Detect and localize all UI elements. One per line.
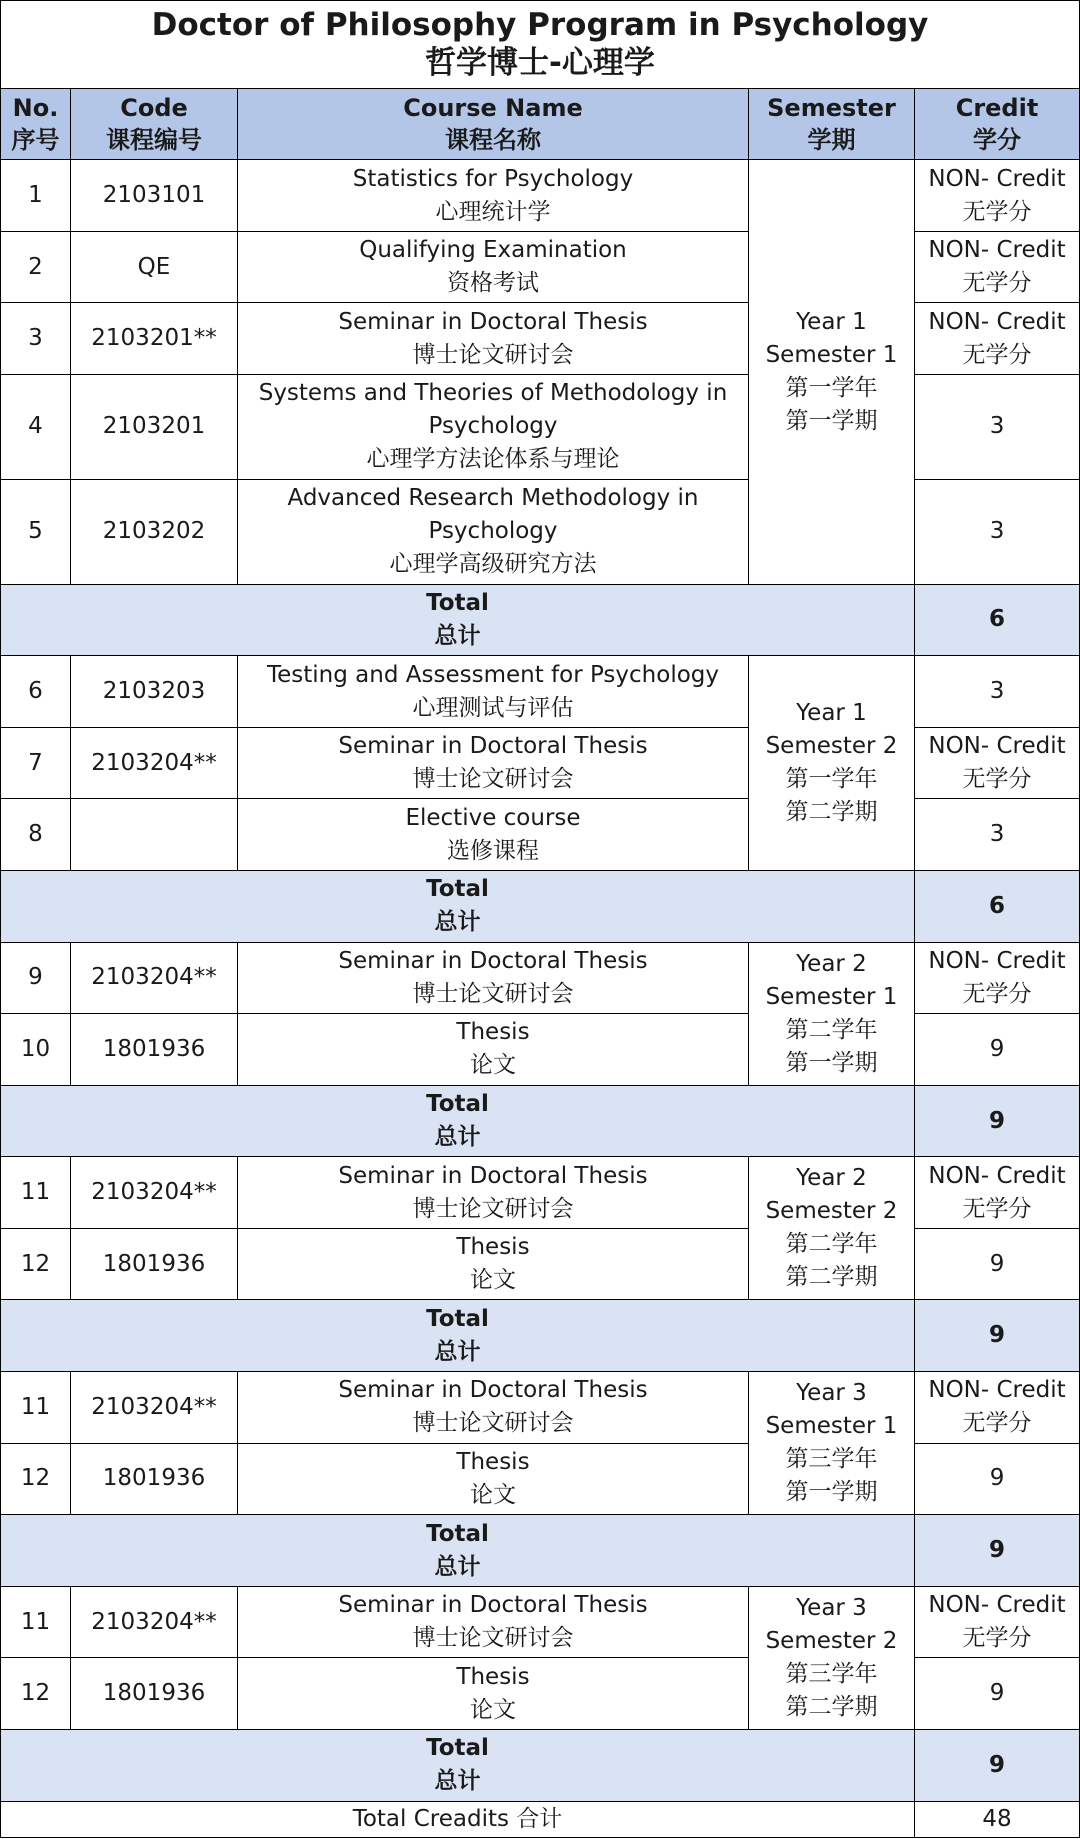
- semester-year: Year 1: [796, 308, 867, 335]
- semester-term: Semester 2: [765, 733, 898, 760]
- table-row: [1, 1586, 1080, 1658]
- credit-cell: [915, 1157, 1080, 1229]
- course-name: [238, 160, 749, 232]
- table-row: [1, 799, 1080, 871]
- credit-cell: [915, 231, 1080, 303]
- row-number: 4: [1, 375, 71, 480]
- course-name-en: Thesis: [456, 1234, 530, 1261]
- course-name-en: Thesis: [456, 1448, 530, 1475]
- semester-year-zh: 第二学年: [785, 1016, 878, 1043]
- row-number: 11: [1, 1157, 71, 1229]
- course-code: 2103201**: [71, 303, 238, 375]
- course-name-en: Advanced Research Methodology in Psychology: [287, 485, 699, 545]
- credit-value: 9: [989, 1465, 1005, 1492]
- course-name: [238, 942, 749, 1014]
- total-row: [1, 1729, 1080, 1801]
- semester-year: Year 3: [796, 1594, 867, 1621]
- course-name-en: Seminar in Doctoral Thesis: [338, 1162, 648, 1189]
- credit-value: 9: [989, 1680, 1005, 1707]
- course-name-en: Seminar in Doctoral Thesis: [338, 733, 648, 760]
- credit-value: NON- Credit: [928, 947, 1066, 974]
- total-label: [1, 1085, 915, 1157]
- table-row: [1, 1658, 1080, 1730]
- row-number: 11: [1, 1586, 71, 1658]
- course-code: 2103101: [71, 160, 238, 232]
- course-name: [238, 1228, 749, 1300]
- semester-year-zh: 第三学年: [785, 1660, 878, 1687]
- course-name-zh: 论文: [470, 1267, 516, 1294]
- table-row: [1, 375, 1080, 480]
- semester-term-zh: 第二学期: [785, 1264, 878, 1291]
- semester-term-zh: 第二学期: [785, 799, 878, 826]
- course-name-en: Seminar in Doctoral Thesis: [338, 1592, 648, 1619]
- course-code: 1801936: [71, 1014, 238, 1086]
- credit-value-zh: 无学分: [962, 1195, 1032, 1222]
- course-name: [238, 303, 749, 375]
- course-name: [238, 231, 749, 303]
- semester-term-zh: 第一学期: [785, 1049, 878, 1076]
- semester-term-zh: 第一学期: [785, 1479, 878, 1506]
- table-title: [1, 1, 1080, 89]
- course-name-en: Seminar in Doctoral Thesis: [338, 308, 648, 335]
- total-row: [1, 1515, 1080, 1587]
- credit-cell: [915, 1586, 1080, 1658]
- row-number: 12: [1, 1228, 71, 1300]
- credit-cell: [915, 303, 1080, 375]
- row-number: 12: [1, 1658, 71, 1730]
- total-row: [1, 1300, 1080, 1372]
- row-number: 11: [1, 1372, 71, 1444]
- course-code: 2103204**: [71, 942, 238, 1014]
- credit-value: 3: [989, 821, 1005, 848]
- course-name: [238, 479, 749, 584]
- credit-value-zh: 无学分: [962, 1410, 1032, 1437]
- total-label: [1, 584, 915, 656]
- course-name-en: Thesis: [456, 1019, 530, 1046]
- course-name-zh: 资格考试: [447, 270, 539, 297]
- table-row: [1, 231, 1080, 303]
- course-name: [238, 1658, 749, 1730]
- semester-year: Year 1: [796, 700, 867, 727]
- course-name: [238, 656, 749, 728]
- semester-term: Semester 1: [765, 1413, 898, 1440]
- header-course-name: Course Name 课程名称: [238, 88, 749, 160]
- semester-year-zh: 第一学年: [785, 766, 878, 793]
- semester-term: Semester 1: [765, 983, 898, 1010]
- semester-year: Year 2: [796, 1165, 867, 1192]
- credit-cell: [915, 160, 1080, 232]
- semester-year: Year 2: [796, 950, 867, 977]
- semester-year-zh: 第一学年: [785, 374, 878, 401]
- credit-cell: [915, 799, 1080, 871]
- credit-cell: [915, 1228, 1080, 1300]
- row-number: 7: [1, 727, 71, 799]
- credit-value: NON- Credit: [928, 308, 1066, 335]
- credit-value-zh: 无学分: [962, 980, 1032, 1007]
- credit-cell: [915, 479, 1080, 584]
- credit-cell: [915, 1658, 1080, 1730]
- credit-value-zh: 无学分: [962, 198, 1032, 225]
- row-number: 8: [1, 799, 71, 871]
- credit-value: NON- Credit: [928, 733, 1066, 760]
- course-code: QE: [71, 231, 238, 303]
- course-code: 1801936: [71, 1228, 238, 1300]
- total-row: [1, 871, 1080, 943]
- course-name-zh: 博士论文研讨会: [412, 1625, 574, 1652]
- grand-total-row: [1, 1801, 1080, 1837]
- table-row: [1, 160, 1080, 232]
- total-value: 9: [915, 1515, 1080, 1587]
- row-number: 3: [1, 303, 71, 375]
- course-code: [71, 799, 238, 871]
- row-number: 5: [1, 479, 71, 584]
- credit-cell: [915, 375, 1080, 480]
- credit-value: 9: [989, 1250, 1005, 1277]
- total-row: [1, 584, 1080, 656]
- total-label-zh: 总计: [434, 1124, 481, 1151]
- total-label-zh: 总计: [434, 622, 481, 649]
- course-code: 1801936: [71, 1658, 238, 1730]
- credit-value: 3: [989, 518, 1005, 545]
- course-code: 2103202: [71, 479, 238, 584]
- course-name-en: Thesis: [456, 1663, 530, 1690]
- course-code: 2103201: [71, 375, 238, 480]
- course-code: 2103204**: [71, 1372, 238, 1444]
- course-name-zh: 心理学高级研究方法: [389, 551, 597, 578]
- semester-cell: [749, 1372, 915, 1515]
- course-name-zh: 博士论文研讨会: [412, 1410, 574, 1437]
- course-name-en: Elective course: [405, 804, 581, 831]
- course-name-zh: 论文: [470, 1481, 516, 1508]
- credit-value: NON- Credit: [928, 1162, 1066, 1189]
- course-name: [238, 1443, 749, 1515]
- course-code: 1801936: [71, 1443, 238, 1515]
- total-value: 9: [915, 1300, 1080, 1372]
- title-en: Doctor of Philosophy Program in Psychology: [151, 7, 929, 44]
- total-value: 6: [915, 871, 1080, 943]
- credit-value-zh: 无学分: [962, 270, 1032, 297]
- title-zh: 哲学博士-心理学: [425, 45, 655, 82]
- row-number: 1: [1, 160, 71, 232]
- header-code: Code 课程编号: [71, 88, 238, 160]
- table-row: [1, 656, 1080, 728]
- course-name-zh: 博士论文研讨会: [412, 1195, 574, 1222]
- semester-term: Semester 2: [765, 1627, 898, 1654]
- semester-term: Semester 2: [765, 1198, 898, 1225]
- total-value: 9: [915, 1729, 1080, 1801]
- semester-cell: [749, 942, 915, 1085]
- credit-value: NON- Credit: [928, 1377, 1066, 1404]
- total-label-en: Total: [426, 876, 489, 903]
- credit-value-zh: 无学分: [962, 766, 1032, 793]
- course-code: 2103203: [71, 656, 238, 728]
- table-row: [1, 1157, 1080, 1229]
- row-number: 9: [1, 942, 71, 1014]
- grand-total-value: 48: [915, 1801, 1080, 1837]
- course-name-en: Seminar in Doctoral Thesis: [338, 947, 648, 974]
- credit-value: NON- Credit: [928, 1592, 1066, 1619]
- total-label-en: Total: [426, 1735, 489, 1762]
- header-no: No. 序号: [1, 88, 71, 160]
- course-name-zh: 博士论文研讨会: [412, 341, 574, 368]
- semester-year-zh: 第三学年: [785, 1446, 878, 1473]
- total-row: [1, 1085, 1080, 1157]
- credit-cell: [915, 1372, 1080, 1444]
- course-name: [238, 1014, 749, 1086]
- credit-value: NON- Credit: [928, 237, 1066, 264]
- course-name-zh: 心理统计学: [435, 198, 551, 225]
- course-name: [238, 1372, 749, 1444]
- semester-term: Semester 1: [765, 341, 898, 368]
- total-label-zh: 总计: [434, 1768, 481, 1795]
- total-label-en: Total: [426, 589, 489, 616]
- table-row: [1, 479, 1080, 584]
- table-row: [1, 1228, 1080, 1300]
- row-number: 6: [1, 656, 71, 728]
- course-code: 2103204**: [71, 1157, 238, 1229]
- course-name: [238, 727, 749, 799]
- credit-cell: [915, 942, 1080, 1014]
- row-number: 10: [1, 1014, 71, 1086]
- credit-value-zh: 无学分: [962, 341, 1032, 368]
- course-name-zh: 心理测试与评估: [412, 694, 574, 721]
- semester-year: Year 3: [796, 1380, 867, 1407]
- table-row: [1, 1372, 1080, 1444]
- total-label: [1, 1515, 915, 1587]
- credit-cell: [915, 1443, 1080, 1515]
- total-value: 6: [915, 584, 1080, 656]
- course-name: [238, 1586, 749, 1658]
- course-name-zh: 心理学方法论体系与理论: [366, 446, 620, 473]
- total-label-zh: 总计: [434, 1338, 481, 1365]
- semester-year-zh: 第二学年: [785, 1231, 878, 1258]
- semester-cell: [749, 656, 915, 871]
- course-name: [238, 1157, 749, 1229]
- credit-value: NON- Credit: [928, 165, 1066, 192]
- header-credit: Credit 学分: [915, 88, 1080, 160]
- total-label-zh: 总计: [434, 1553, 481, 1580]
- table-row: [1, 727, 1080, 799]
- header-row: [1, 88, 1080, 160]
- total-label-en: Total: [426, 1305, 489, 1332]
- course-name-zh: 博士论文研讨会: [412, 766, 574, 793]
- credit-cell: [915, 656, 1080, 728]
- course-name: [238, 799, 749, 871]
- table-row: [1, 1443, 1080, 1515]
- total-label: [1, 871, 915, 943]
- table-row: [1, 1014, 1080, 1086]
- semester-term-zh: 第二学期: [785, 1693, 878, 1720]
- course-name-zh: 论文: [470, 1696, 516, 1723]
- total-label-zh: 总计: [434, 909, 481, 936]
- grand-total-label: Total Creadits 合计: [1, 1801, 915, 1837]
- credit-value: 9: [989, 1035, 1005, 1062]
- course-name-en: Seminar in Doctoral Thesis: [338, 1377, 648, 1404]
- total-label: [1, 1729, 915, 1801]
- credit-value: 3: [989, 678, 1005, 705]
- credit-cell: [915, 1014, 1080, 1086]
- total-label: [1, 1300, 915, 1372]
- credit-value: 3: [989, 413, 1005, 440]
- table-row: [1, 303, 1080, 375]
- row-number: 12: [1, 1443, 71, 1515]
- header-semester: Semester 学期: [749, 88, 915, 160]
- row-number: 2: [1, 231, 71, 303]
- credit-value-zh: 无学分: [962, 1625, 1032, 1652]
- course-name-zh: 选修课程: [447, 837, 539, 864]
- semester-term-zh: 第一学期: [785, 407, 878, 434]
- course-name-en: Qualifying Examination: [359, 237, 627, 264]
- semester-cell: [749, 1157, 915, 1300]
- course-name-zh: 论文: [470, 1052, 516, 1079]
- course-code: 2103204**: [71, 727, 238, 799]
- course-name-en: Testing and Assessment for Psychology: [267, 661, 719, 688]
- total-label-en: Total: [426, 1091, 489, 1118]
- course-name-zh: 博士论文研讨会: [412, 980, 574, 1007]
- total-label-en: Total: [426, 1520, 489, 1547]
- table-row: [1, 942, 1080, 1014]
- total-value: 9: [915, 1085, 1080, 1157]
- course-name: [238, 375, 749, 480]
- semester-cell: [749, 160, 915, 584]
- semester-cell: [749, 1586, 915, 1729]
- course-code: 2103204**: [71, 1586, 238, 1658]
- course-name-en: Statistics for Psychology: [352, 165, 634, 192]
- course-name-en: Systems and Theories of Methodology in Psychology: [258, 380, 728, 440]
- credit-cell: [915, 727, 1080, 799]
